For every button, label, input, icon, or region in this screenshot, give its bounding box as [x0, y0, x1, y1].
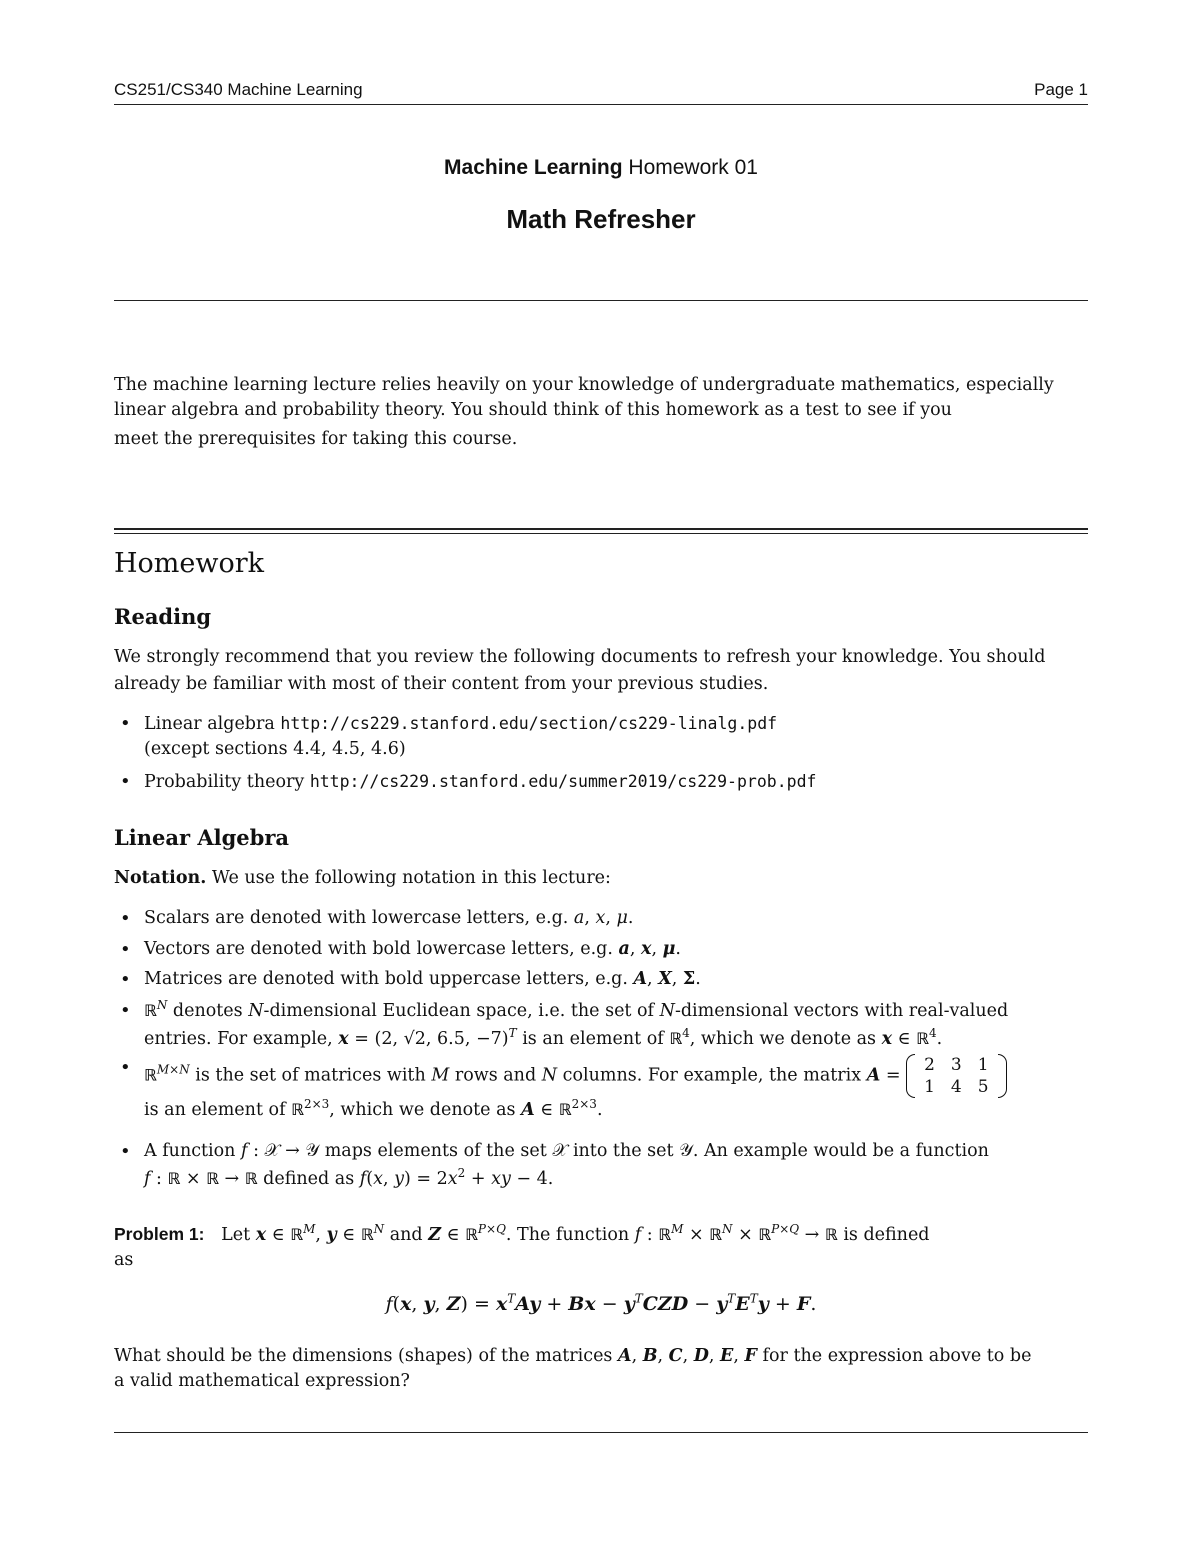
notation-euclidean-space: • ℝ$^N$ denotes N-dimensional Euclidean space, i.e. the set of N-dimensional vectors with real-valued entries. For example, x = (2, √2, 6.5, −7)$^T$ is an element of ℝ$^4$, which we denote as x ∈ ℝ$^4$. — [144, 997, 1088, 1053]
homework-title: Machine Learning Homework 01 — [444, 156, 758, 179]
homework-heading: Homework — [114, 548, 265, 579]
title-rule — [114, 300, 1088, 301]
course-name: CS251/CS340 Machine Learning — [114, 80, 363, 99]
linalg-link[interactable]: http://cs229.stanford.edu/section/cs229-linalg.pdf — [280, 714, 778, 733]
homework-subtitle: Math Refresher — [506, 204, 696, 234]
header-rule — [114, 104, 1088, 105]
notation-function: • A function f : 𝒳 → 𝒴 maps elements of the set 𝒳 into the set 𝒴. An example would be a function f : ℝ × ℝ → ℝ defined as f(x, $y) = 2x^2$ + xy − 4. — [144, 1138, 1088, 1193]
reading-heading: Reading — [114, 604, 212, 629]
notation-matrices: • Matrices are denoted with bold uppercase letters, e.g. A, X, Σ. — [144, 966, 1088, 993]
document-page — [114, 0, 1088, 1553]
prob-link[interactable]: http://cs229.stanford.edu/summer2019/cs229-prob.pdf — [309, 772, 817, 791]
reading-item-linear-algebra: • Linear algebra http://cs229.stanford.edu/section/cs229-linalg.pdf (except sections 4.4, 4.5, 4.6) — [144, 710, 1088, 763]
linear-algebra-heading: Linear Algebra — [114, 825, 290, 850]
notation-matrix-space: • ℝ$^{M\times N}$ is the set of matrices with M rows and N columns. For example, the matrix A = 2 3 1 1 4 5 is an element of ℝ$^{2\times 3}$, which we denote as A ∈ ℝ$^{2\times 3}$. — [144, 1054, 1088, 1124]
section-double-rule-top — [114, 528, 1088, 530]
notation-paragraph: Notation. We use the following notation in this lecture: — [114, 868, 611, 888]
footer-rule — [114, 1432, 1088, 1433]
reading-item-probability: • Probability theory http://cs229.stanford.edu/summer2019/cs229-prob.pdf — [144, 768, 1088, 796]
example-matrix: 2 3 1 1 4 5 — [906, 1054, 1006, 1098]
notation-vectors: • Vectors are denoted with bold lowercase letters, e.g. a, x, μ. — [144, 936, 1088, 963]
notation-scalars: • Scalars are denoted with lowercase letters, e.g. a, x, μ. — [144, 905, 1088, 932]
intro-paragraph: The machine learning lecture relies heavily on your knowledge of undergraduate mathematics, especially linear algebra and probability theory. You should think of this homework as a test to see if you meet the prerequisites for taking this course. — [114, 375, 1054, 449]
page-number: Page 1 — [1034, 80, 1088, 99]
problem-1-question: What should be the dimensions (shapes) of the matrices A, B, C, D, E, F for the expression above to be a valid mathematical expression? — [114, 1346, 1032, 1391]
problem-1-equation: f(x, y, $Z) = x^TAy + Bx - y^TCZD - y^TE^Ty + F$. — [385, 1291, 817, 1315]
problem-1-statement: Problem 1: Let x ∈ ℝ$^M$, y ∈ ℝ$^N$ and Z ∈ ℝ$^{P\times Q}$. The function f : ℝ$^M$ × ℝ$^N$ × ℝ$^{P\times Q}$ → ℝ is defined as — [114, 1222, 930, 1270]
section-double-rule-bottom — [114, 533, 1088, 534]
reading-paragraph: We strongly recommend that you review the following documents to refresh your knowledge. You should already be familiar with most of their content from your previous studies. — [114, 647, 1046, 694]
